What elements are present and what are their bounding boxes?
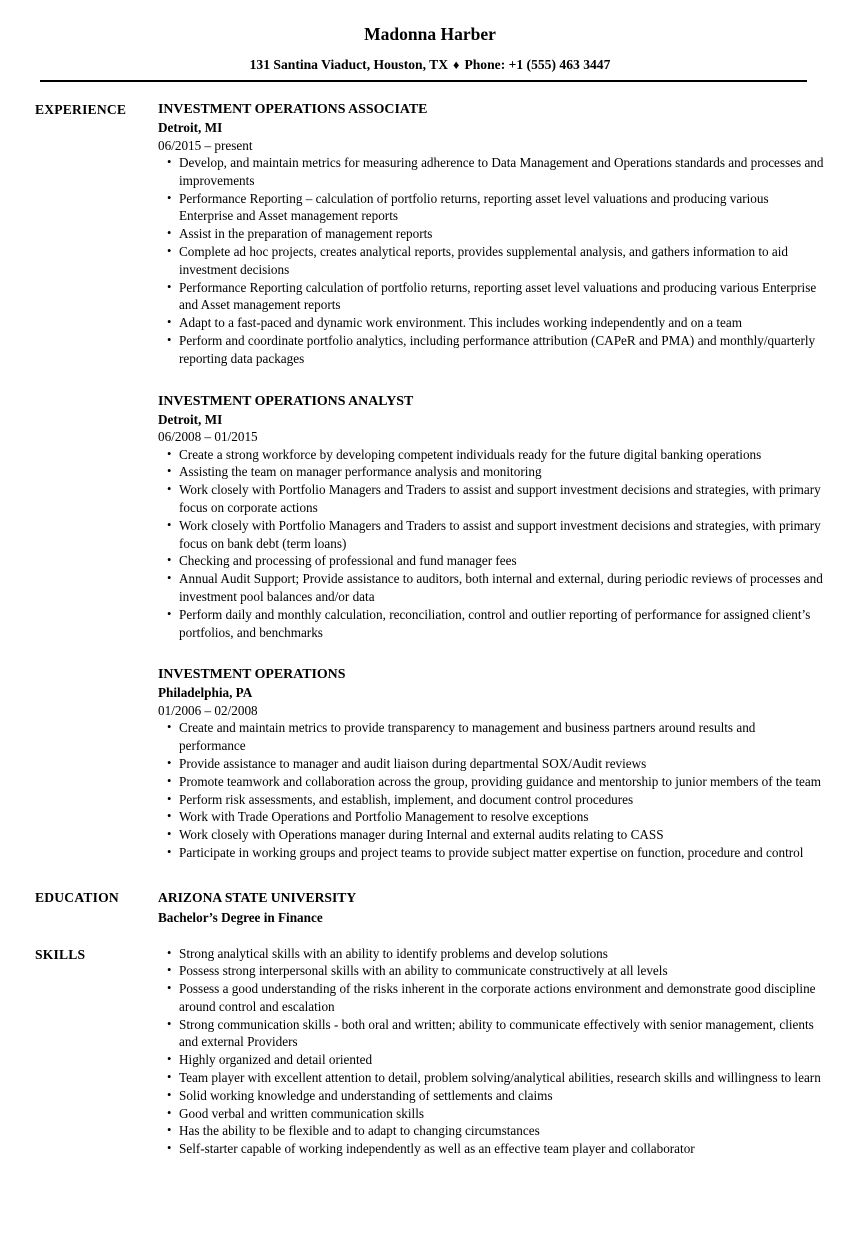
job-location: Detroit, MI bbox=[158, 411, 223, 427]
bullet-item: • Solid working knowledge and understanding of settlements and claims bbox=[158, 1087, 825, 1105]
bullet-item: • Promote teamwork and collaboration across the group, providing guidance and mentorship to junior members of the team bbox=[158, 773, 825, 791]
bullet-item: • Work closely with Portfolio Managers and Traders to assist and support investment decisions and strategies, with primary focus on corporate actions bbox=[158, 481, 825, 517]
job-location: Philadelphia, PA bbox=[158, 685, 253, 701]
resume-header bbox=[0, 0, 860, 82]
bullet-item: • Performance Reporting – calculation of portfolio returns, reporting asset level valuations and producing various Enterprise and Asset management reports bbox=[158, 190, 825, 226]
skills-label: SKILLS bbox=[35, 946, 86, 962]
job-bullet-list bbox=[158, 446, 825, 642]
bullet-item: • Create a strong workforce by developing competent individuals ready for the future digital banking operations bbox=[158, 446, 825, 464]
bullet-item: • Assist in the preparation of management reports bbox=[158, 225, 825, 243]
bullet-item: • Has the ability to be flexible and to adapt to changing circumstances bbox=[158, 1122, 825, 1140]
bullet-item: • Adapt to a fast-paced and dynamic work environment. This includes working independently and on a team bbox=[158, 314, 825, 332]
job-location: Detroit, MI bbox=[158, 120, 223, 135]
job-bullet-list bbox=[158, 719, 825, 861]
address-text: 131 Santina Viaduct, Houston, TX bbox=[249, 57, 449, 72]
bullet-item: • Provide assistance to manager and audit liaison during departmental SOX/Audit reviews bbox=[158, 755, 825, 773]
bullet-item: • Annual Audit Support; Provide assistance to auditors, both internal and external, during periodic reviews of processes and investment pool balances and/or data bbox=[158, 570, 825, 606]
bullet-item: • Work with Trade Operations and Portfolio Management to resolve exceptions bbox=[158, 808, 825, 826]
bullet-item: • Performance Reporting calculation of portfolio returns, reporting asset level valuations and producing various Enterprise and Asset management reports bbox=[158, 279, 825, 315]
skills-bullet-list bbox=[158, 945, 825, 1159]
bullet-item: • Work closely with Portfolio Managers and Traders to assist and support investment decisions and strategies, with primary focus on bank debt (term loans) bbox=[158, 517, 825, 553]
education-content bbox=[158, 888, 825, 927]
job-title: INVESTMENT OPERATIONS bbox=[158, 667, 346, 683]
school-name: ARIZONA STATE UNIVERSITY bbox=[158, 889, 357, 905]
job-entry-1 bbox=[158, 100, 825, 368]
bullet-item: • Develop, and maintain metrics for measuring adherence to Data Management and Operations standards and processes and improvements bbox=[158, 154, 825, 190]
diamond-icon: ♦ bbox=[453, 58, 460, 72]
job-dates: 06/2008 – 01/2015 bbox=[158, 429, 258, 445]
bullet-item: • Team player with excellent attention to detail, problem solving/analytical abilities, research skills and willingness to learn bbox=[158, 1069, 825, 1087]
job-entry-2 bbox=[158, 392, 825, 642]
job-dates: 01/2006 – 02/2008 bbox=[158, 702, 258, 718]
phone-text: Phone: +1 (555) 463 3447 bbox=[464, 57, 611, 72]
job-bullet-list bbox=[158, 154, 825, 368]
degree-name: Bachelor’s Degree in Finance bbox=[158, 909, 323, 925]
section-experience bbox=[35, 100, 825, 862]
bullet-item: • Possess a good understanding of the risks inherent in the corporate actions environment and demonstrate good discipline around control and escalation bbox=[158, 980, 825, 1016]
bullet-item: • Create and maintain metrics to provide transparency to management and business partners around results and performance bbox=[158, 719, 825, 755]
bullet-item: • Work closely with Operations manager during Internal and external audits relating to CASS bbox=[158, 826, 825, 844]
bullet-item: • Possess strong interpersonal skills with an ability to communicate constructively at all levels bbox=[158, 962, 825, 980]
section-education bbox=[35, 888, 825, 927]
bullet-item: • Participate in working groups and project teams to provide subject matter expertise on function, procedure and control bbox=[158, 844, 825, 862]
education-label: EDUCATION bbox=[35, 889, 119, 905]
job-dates: 06/2015 – present bbox=[158, 137, 253, 153]
resume-body bbox=[0, 82, 860, 1158]
bullet-item: • Good verbal and written communication skills bbox=[158, 1105, 825, 1123]
experience-content bbox=[158, 100, 825, 862]
bullet-item: • Strong communication skills - both oral and written; ability to communicate effectively with senior management, clients and external Providers bbox=[158, 1016, 825, 1052]
job-title: INVESTMENT OPERATIONS ANALYST bbox=[158, 393, 414, 409]
bullet-item: • Complete ad hoc projects, creates analytical reports, provides supplemental analysis, and gathers information to aid investment decisions bbox=[158, 243, 825, 279]
section-skills bbox=[35, 945, 825, 1159]
contact-line bbox=[0, 56, 860, 74]
bullet-item: • Perform risk assessments, and establish, implement, and document control procedures bbox=[158, 791, 825, 809]
bullet-item: • Assisting the team on manager performance analysis and monitoring bbox=[158, 463, 825, 481]
person-name: Madonna Harber bbox=[364, 24, 496, 44]
bullet-item: • Perform and coordinate portfolio analytics, including performance attribution (CAPeR and PMA) and monthly/quarterly reporting data packages bbox=[158, 332, 825, 368]
bullet-item: • Self-starter capable of working independently as well as an effective team player and collaborator bbox=[158, 1140, 825, 1158]
bullet-item: • Checking and processing of professional and fund manager fees bbox=[158, 552, 825, 570]
bullet-item: • Highly organized and detail oriented bbox=[158, 1051, 825, 1069]
experience-label: EXPERIENCE bbox=[35, 102, 127, 117]
job-title: INVESTMENT OPERATIONS ASSOCIATE bbox=[158, 102, 428, 117]
skills-content bbox=[158, 945, 825, 1159]
job-entry-3 bbox=[158, 665, 825, 861]
bullet-item: • Strong analytical skills with an ability to identify problems and develop solutions bbox=[158, 945, 825, 963]
bullet-item: • Perform daily and monthly calculation, reconciliation, control and outlier reporting of performance for assigned client’s portfolios, and benchmarks bbox=[158, 606, 825, 642]
